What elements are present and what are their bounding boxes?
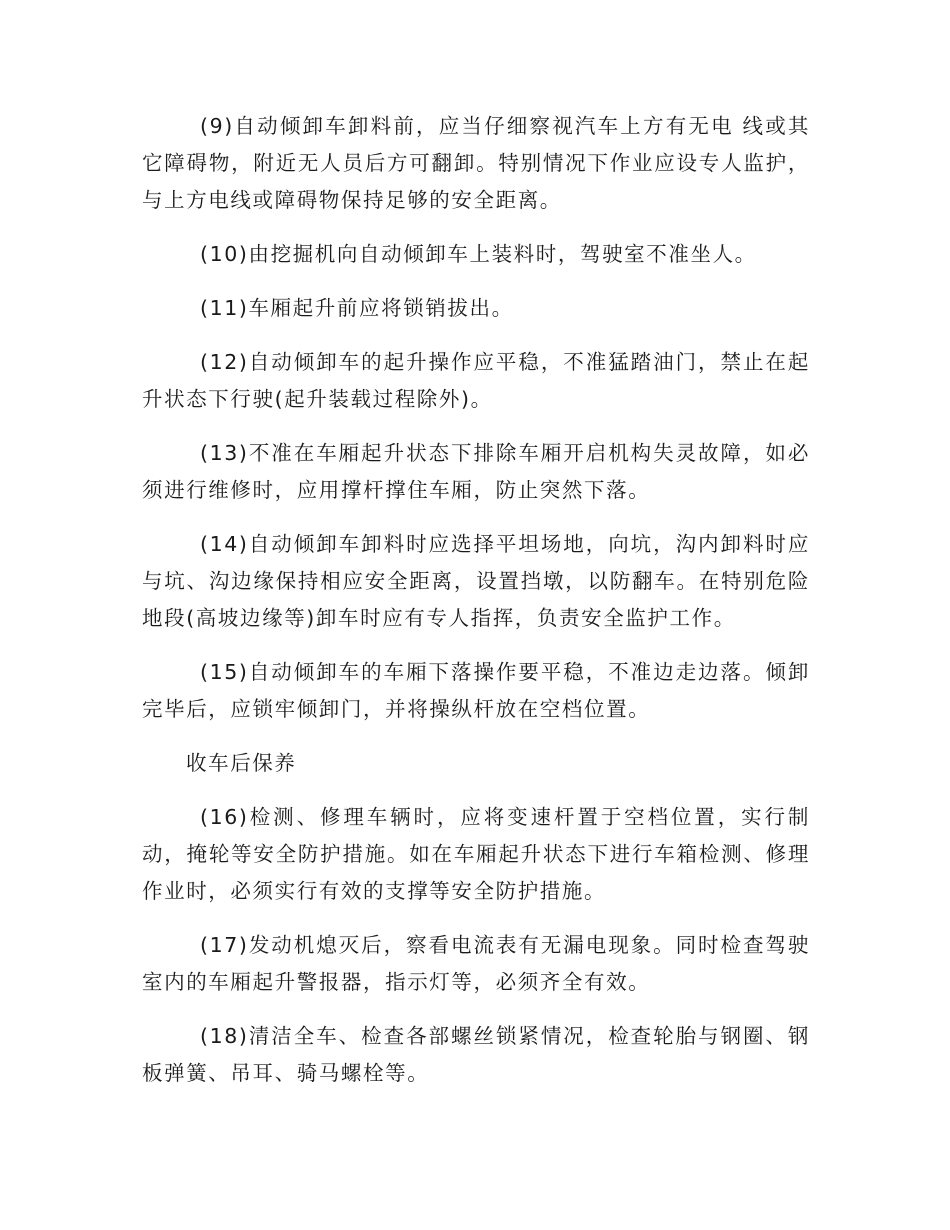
paragraph-10: (10)由挖掘机向自动倾卸车上装料时，驾驶室不准坐人。: [200, 242, 757, 266]
paragraph-14: (14)自动倾卸车卸料时应选择平坦场地，向坑，沟内卸料时应与坑、沟边缘保持相应安全距离，设置挡墩，以防翻车。在特别危险地段(高坡边缘等)卸车时应有专人指挥，负责安全监护工作。: [142, 532, 810, 630]
paragraph-11: (11)车厢起升前应将锁销拔出。: [200, 296, 514, 320]
paragraph-15: (15)自动倾卸车的车厢下落操作要平稳，不准边走边落。倾卸完毕后，应锁牢倾卸门，并将操纵杆放在空档位置。: [142, 660, 810, 721]
section-heading: 收车后保养: [186, 751, 297, 775]
paragraph-13: (13)不准在车厢起升状态下排除车厢开启机构失灵故障，如必须进行维修时，应用撑杆撑住车厢，防止突然下落。: [142, 441, 810, 502]
paragraph-18: (18)清洁全车、检查各部螺丝锁紧情况，检查轮胎与钢圈、钢板弹簧、吊耳、骑马螺栓等。: [142, 1024, 810, 1085]
paragraph-12: (12)自动倾卸车的起升操作应平稳，不准猛踏油门，禁止在起升状态下行驶(起升装载过程除外)。: [142, 350, 810, 411]
paragraph-16: (16)检测、修理车辆时，应将变速杆置于空档位置，实行制动，掩轮等安全防护措施。如在车厢起升状态下进行车箱检测、修理作业时，必须实行有效的支撑等安全防护措施。: [142, 805, 810, 903]
document-body: [142, 108, 810, 1109]
paragraph-17: (17)发动机熄灭后，察看电流表有无漏电现象。同时检查驾驶室内的车厢起升警报器，指示灯等，必须齐全有效。: [142, 933, 810, 994]
paragraph-9: (9)自动倾卸车卸料前，应当仔细察视汽车上方有无电 线或其它障碍物，附近无人员后方可翻卸。特别情况下作业应设专人监护，与上方电线或障碍物保持足够的安全距离。: [142, 114, 810, 212]
